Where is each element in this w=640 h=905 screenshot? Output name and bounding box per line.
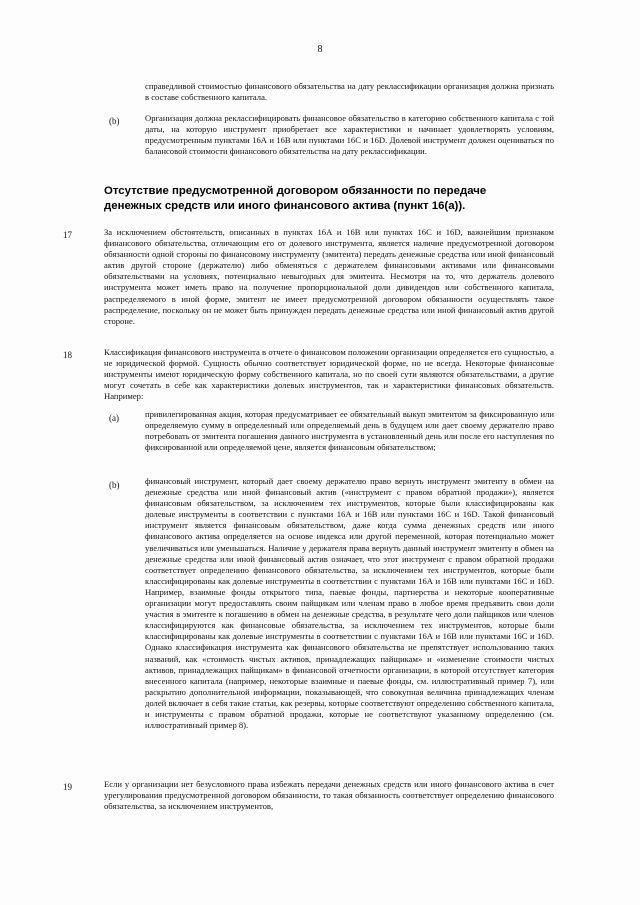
item-b-top-text: Организация должна реклассифицировать финансовое обязательство в категорию собственного капитала с той даты, на которую инструмент приобретает все характеристики и начинает удовлетворять условиям, предусмотренным пунктами 16А и 16В или пунктами 16С и 16D. Долевой инструмент должен оцениваться по балансовой стоимости финансового обязательства на дату реклассификации. bbox=[145, 113, 554, 157]
paragraph-number-18: 18 bbox=[63, 350, 72, 360]
paragraph-19-text: Если у организации нет безусловного права избежать передачи денежных средств или иного финансового актива в счет урегулирования предусмотренной договором обязанности, то такая обязанность соответствует определению финансового обязательства, за исключением инструментов, bbox=[104, 779, 554, 812]
item-label-18-a: (a) bbox=[109, 413, 119, 423]
item-18-b-text: финансовый инструмент, который дает своему держателю право вернуть инструмент эмитенту в обмен на денежные средства или иной финансовый актив («инструмент с правом обратной продажи»), является финансовым обязательством, за исключением тех инструментов, которые были классифицированы как долевые инструменты в соответствии с пунктами 16А и 16В или пунктами 16С и 16D. Такой финансовый инструмент является финансовым обязательством, даже когда сумма денежных средств или иного финансового актива определяется на основе индекса или другой переменной, которая потенциально может увеличиваться или уменьшаться. Наличие у держателя права вернуть данный инструмент эмитенту в обмен на денежные средства или иной финансовый актив означает, что этот инструмент с правом обратной продажи соответствует определению финансового обязательства, за исключением тех инструментов, которые были классифицированы как долевые инструменты в соответствии с пунктами 16А и 16В или пунктами 16С и 16D. Например, взаимные фонды открытого типа, паевые фонды, партнерства и некоторые кооперативные организации могут предоставлять своим пайщикам или членам право в любое время предъявить свои доли участия в эмитенте к погашению в обмен на денежные средства, в результате чего доли пайщиков или членов классифицируются как финансовые обязательства, за исключением тех инструментов, которые были классифицированы как долевые инструменты в соответствии с пунктами 16А и 16В или пунктами 16С и 16D. Однако классификация инструмента как финансового обязательства не препятствует использованию таких названий, как «стоимость чистых активов, принадлежащих пайщикам» и «изменение стоимости чистых активов, принадлежащих пайщикам» в финансовой отчетности организации, в которой отсутствует категория внесенного капитала (например, некоторые взаимные и паевые фонды, см. иллюстративный пример 7), или раскрытию дополнительной информации, показывающей, что совокупная величина принадлежащих членам долей включает в себя такие статьи, как резервы, которые соответствуют определению собственного капитала, и инструменты с правом обратной продажи, которые не соответствуют указанному определению (см. иллюстративный пример 8). bbox=[145, 476, 554, 731]
continuation-text: справедливой стоимостью финансового обязательства на дату реклассификации организация должна признать в составе собственного капитала. bbox=[145, 81, 554, 103]
item-label-b-top: (b) bbox=[109, 116, 120, 126]
item-label-18-b: (b) bbox=[109, 480, 120, 490]
page-number: 8 bbox=[317, 44, 323, 55]
paragraph-18-text: Классификация финансового инструмента в отчете о финансовом положении организации определяется его сущностью, а не юридической формой. Сущность обычно соответствует юридической форме, но не всегда. Некоторые финансовые инструменты имеют юридическую форму собственного капитала, но по своей сути являются обязательствами, а другие могут сочетать в себе как характеристики долевых инструментов, так и характеристики финансовых обязательств. Например: bbox=[104, 347, 554, 402]
section-heading: Отсутствие предусмотренной договором обязанности по передаче денежных средств или иного финансового актива (пункт 16(а)). bbox=[104, 185, 487, 212]
paragraph-17-text: За исключением обстоятельств, описанных в пунктах 16А и 16В или пунктах 16С и 16D, важнейшим признаком финансового обязательства, отличающим его от долевого инструмента, является наличие предусмотренной договором обязанности одной стороны по финансовому инструменту (эмитента) передать денежные средства или иной финансовый актив другой стороне (держателю) либо обменяться с держателем финансовыми активами или финансовыми обязательствами на условиях, потенциально невыгодных для эмитента. Несмотря на то, что держатель долевого инструмента может иметь право на получение пропорциональной доли дивидендов или собственного капитала, распределяемого в иной форме, эмитент не имеет предусмотренной договором обязанности осуществлять такое распределение, поскольку он не может быть принужден передать денежные средства или иной финансовый актив другой стороне. bbox=[104, 227, 554, 326]
paragraph-number-17: 17 bbox=[63, 230, 72, 240]
item-18-a-text: привилегированная акция, которая предусматривает ее обязательный выкуп эмитентом за фиксированную или определяемую сумму в определенный или определяемый день в будущем или дает своему держателю право потребовать от эмитента погашения данного инструмента в установленный день или после его наступления по фиксированной или определяемой цене, является финансовым обязательством; bbox=[145, 409, 554, 453]
paragraph-number-19: 19 bbox=[63, 782, 72, 792]
